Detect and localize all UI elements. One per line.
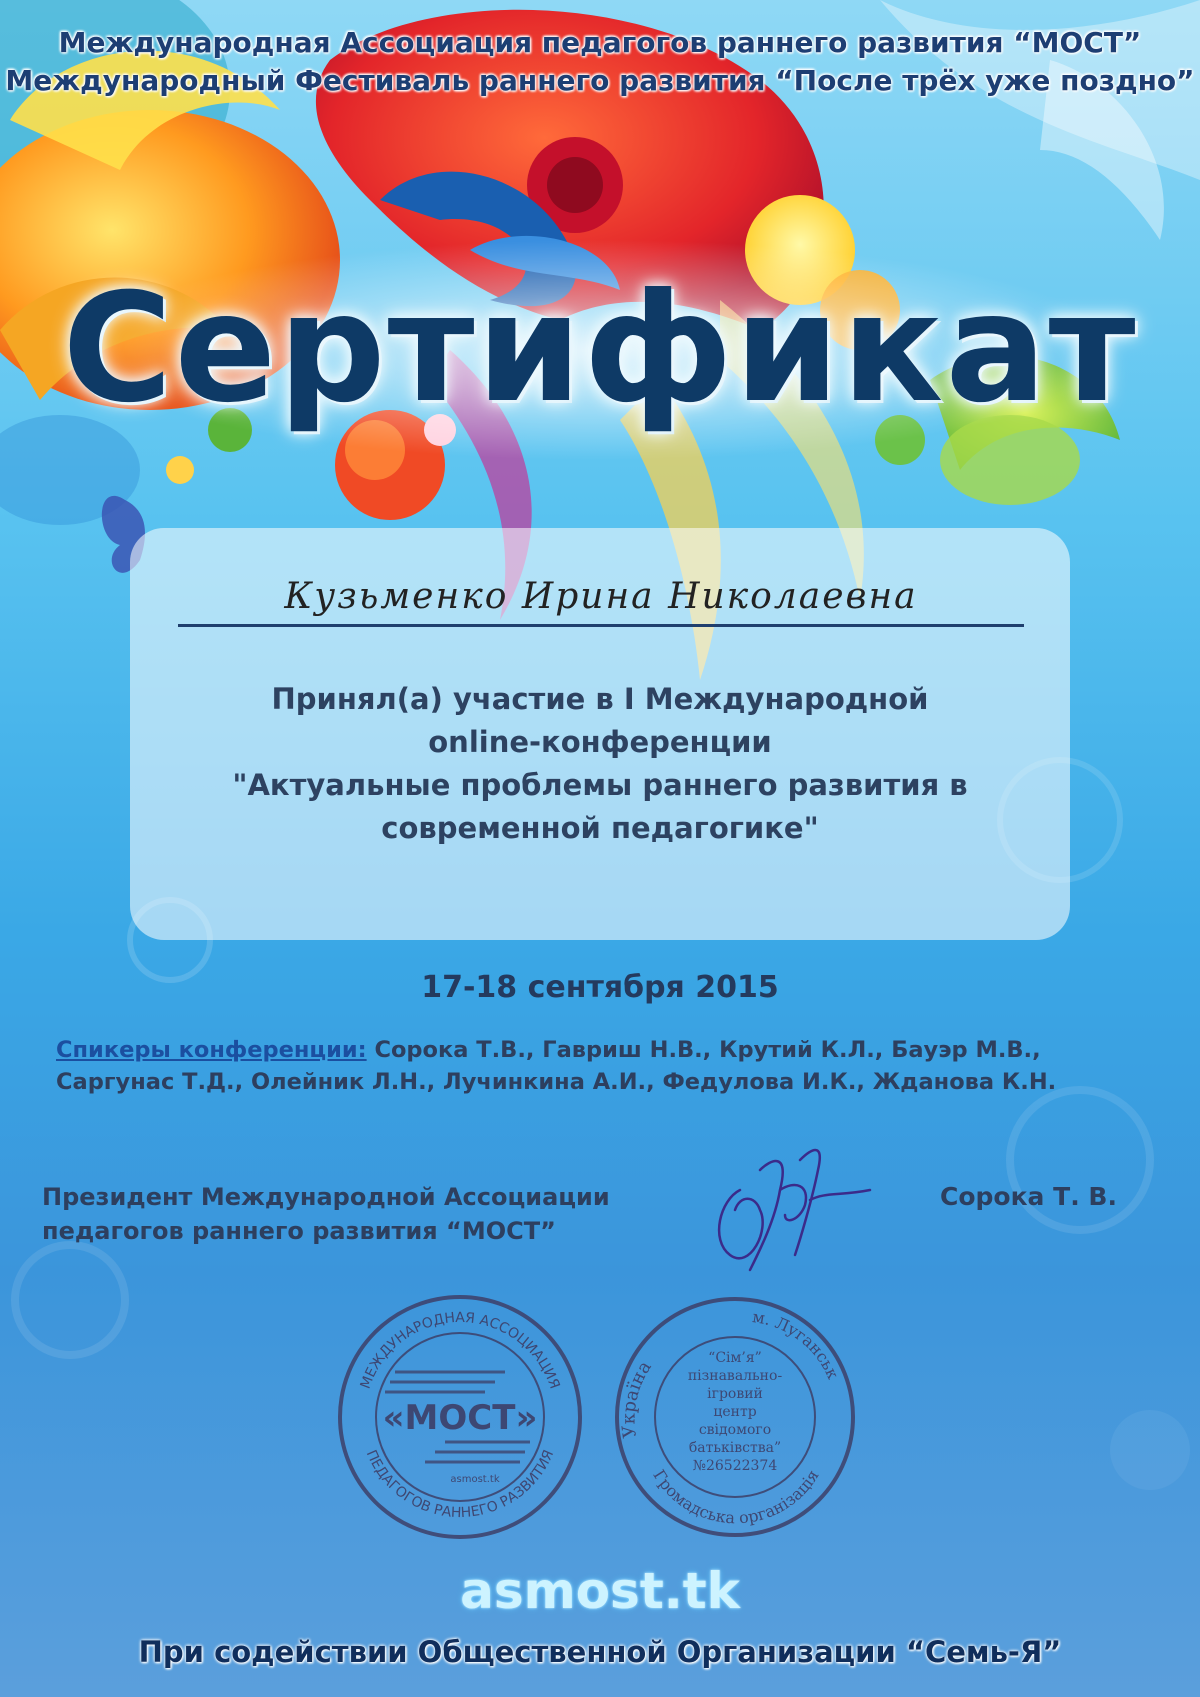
speakers-block [56,1034,1176,1098]
speakers-list-line-2: Саргунас Т.Д., Олейник Л.Н., Лучинкина А.И., Федулова И.К., Жданова К.Н. [56,1069,1057,1095]
signer-name: Сорока Т. В. [940,1182,1117,1211]
speakers-list-line-1: Сорока Т.В., Гавриш Н.В., Крутий К.Л., Бауэр М.В., [366,1037,1041,1063]
participation-line-2: online-конференции [428,725,772,759]
stamp-right-line-2: пізнавально- [687,1368,783,1384]
recipient-name: Кузьменко Ирина Николаевна [284,576,918,617]
header-line-2: Международный Фестиваль раннего развития “После трёх уже поздно” [5,64,1195,97]
stamp-simya [610,1292,860,1542]
stamp-right-line-5: свідомого [698,1422,772,1438]
stamp-right-line-7: №26522374 [692,1458,778,1474]
stamp-most [335,1292,585,1542]
participation-line-3: "Актуальные проблемы раннего развития в [232,768,968,802]
president-line-1: Президент Международной Ассоциации [42,1183,610,1211]
president-title [42,1180,662,1248]
stamp-right-line-6: батьківства” [688,1440,782,1456]
stamp-left-top-arc: МЕЖДУНАРОДНАЯ АССОЦИАЦИЯ [357,1309,563,1392]
stamp-right-arc-top: м. Луганськ [751,1307,843,1382]
president-line-2: педагогов раннего развития “МОСТ” [42,1217,556,1245]
svg-text:Україна [619,1357,656,1439]
speakers-label: Спикеры конференции: [56,1037,367,1063]
stamp-left-center: «МОСТ» [382,1398,538,1438]
stamp-right-line-3: ігровий [707,1386,763,1402]
stamp-right-line-1: “Сім’я” [708,1350,762,1366]
stamp-right-arc-bottom: Громадська організація [649,1466,823,1528]
stamp-left-small: asmost.tk [450,1474,500,1485]
participation-line-4: современной педагогике" [381,811,819,845]
name-underline [178,624,1024,627]
stamp-right-line-4: центр [713,1404,757,1420]
certificate-title: Сертификат [62,262,1138,436]
conference-date: 17-18 сентября 2015 [421,970,779,1005]
website-link[interactable]: asmost.tk [460,1562,740,1620]
footer-text: При содействии Общественной Организации “Семь-Я” [138,1635,1062,1669]
stamp-right-arc-left: Україна [618,1357,656,1440]
participation-line-1: Принял(а) участие в I Международной [271,682,929,716]
stamp-left-bottom-arc: ПЕДАГОГОВ РАННЕГО РАЗВИТИЯ [362,1447,558,1522]
participation-text [150,678,1050,850]
header-line-1: Международная Ассоциация педагогов раннего развития “МОСТ” [58,26,1142,59]
signature [700,1130,880,1280]
